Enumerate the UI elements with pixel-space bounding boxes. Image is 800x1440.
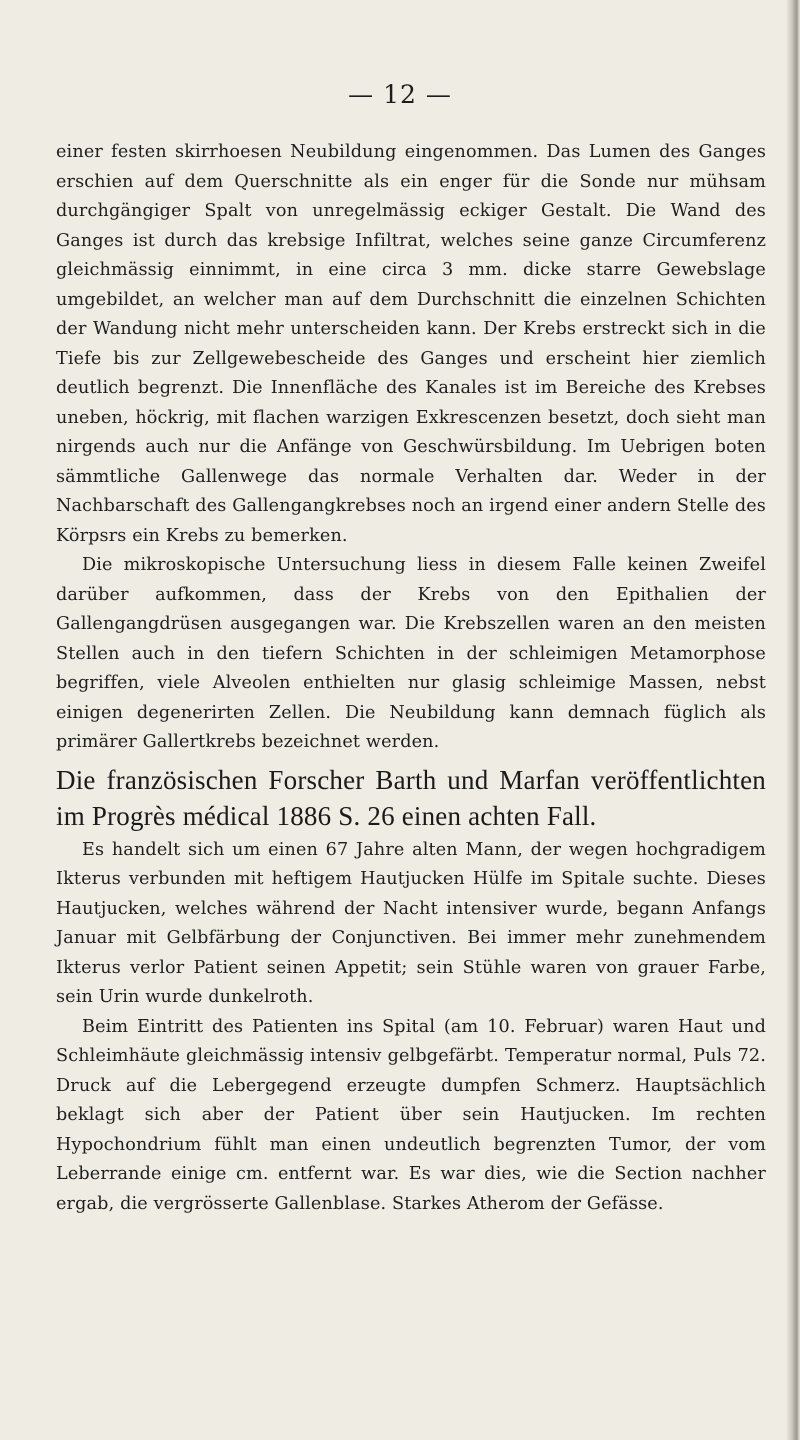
page-edge-shadow <box>786 0 800 1440</box>
section-heading: Die französischen Forscher Barth und Marfan veröffentlichten im Progrès médical 1886 S. 26 einen achten Fall. <box>56 764 766 831</box>
paragraph-4: Beim Eintritt des Patienten ins Spital (am 10. Februar) waren Haut und Schleimhäute gleichmässig intensiv gelbgefärbt. Temperatur normal, Puls 72. Druck auf die Lebergegend erzeugte dumpfen Schmerz. Hauptsächlich beklagt sich aber der Patient über sein Hautjucken. Im rechten Hypochondrium fühlt man einen undeutlich begrenzten Tumor, der vom Leberrande einige cm. entfernt war. Es war dies, wie die Section nachher ergab, die vergrösserte Gallenblase. Starkes Atherom der Gefässe. <box>56 1016 766 1214</box>
paragraph-1: einer festen skirrhoesen Neubildung eingenommen. Das Lumen des Ganges erschien auf dem Querschnitte als ein enger für die Sonde nur mühsam durchgängiger Spalt von unregelmässig eckiger Gestalt. Die Wand des Ganges ist durch das krebsige Infiltrat, welches seine ganze Circumferenz gleichmässig einnimmt, in eine circa 3 mm. dicke starre Gewebslage umgebildet, an welcher man auf dem Durchschnitt die einzelnen Schichten der Wandung nicht mehr unterscheiden kann. Der Krebs erstreckt sich in die Tiefe bis zur Zellgewebescheide des Ganges und erscheint hier ziemlich deutlich begrenzt. Die Innenfläche des Kanales ist im Bereiche des Krebses uneben, höckrig, mit flachen warzigen Exkrescenzen besetzt, doch sieht man nirgends auch nur die Anfänge von Geschwürsbildung. Im Uebrigen boten sämmtliche Gallenwege das normale Verhalten dar. Weder in der Nachbarschaft des Gallengangkrebses noch an irgend einer andern Stelle des Körpsrs ein Krebs zu bemerken. <box>56 142 766 546</box>
body-text <box>56 138 766 1219</box>
paragraph-3: Es handelt sich um einen 67 Jahre alten Mann, der wegen hochgradigem Ikterus verbunden mit heftigem Hautjucken Hülfe im Spitale suchte. Dieses Hautjucken, welches während der Nacht intensiver wurde, begann Anfangs Januar mit Gelbfärbung der Conjunctiven. Bei immer mehr zunehmendem Ikterus verlor Patient seinen Appetit; sein Stühle waren von grauer Farbe, sein Urin wurde dunkelroth. <box>56 839 766 1007</box>
paragraph-2: Die mikroskopische Untersuchung liess in diesem Falle keinen Zweifel darüber aufkommen, dass der Krebs von den Epithalien der Gallengangdrüsen ausgegangen war. Die Krebszellen waren an den meisten Stellen auch in den tiefern Schichten in der schleimigen Metamorphose begriffen, viele Alveolen enthielten nur glasig schleimige Massen, nebst einigen degenerirten Zellen. Die Neubildung kann demnach füglich als primärer Gallertkrebs bezeichnet werden. <box>56 555 766 752</box>
page-number: — 12 — <box>348 80 452 109</box>
